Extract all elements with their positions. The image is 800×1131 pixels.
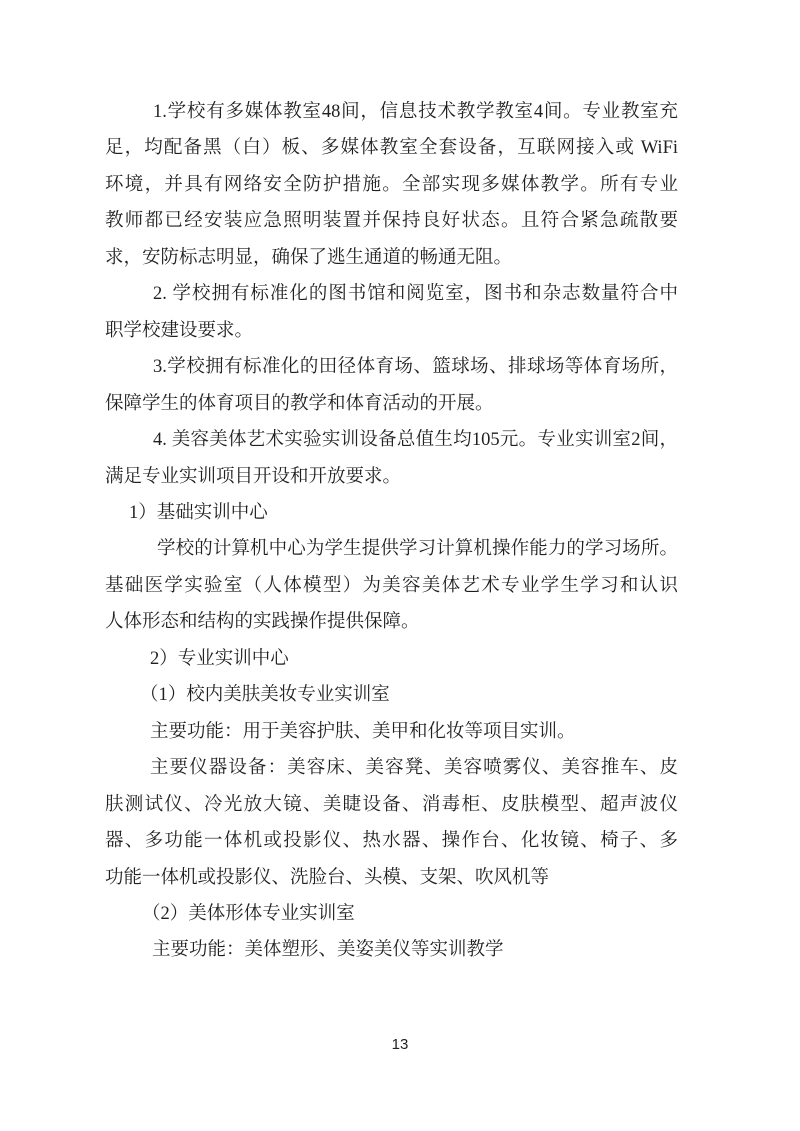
text-line: 满足专业实训项目开设和开放要求。 (105, 466, 402, 487)
paragraph-sub-heading-skincare-makeup-room (105, 677, 678, 713)
paragraph-numbered-item-2 (105, 276, 678, 349)
text-line: 2. 学校拥有标准化的图书馆和阅览室，图书和杂志数量符合中 (153, 284, 678, 305)
text-line: 环境，并具有网络安全防护措施。全部实现多媒体教学。所有专业 (105, 174, 678, 195)
text-line: （1）校内美肤美妆专业实训室 (140, 685, 390, 706)
page-number: 13 (391, 1036, 409, 1053)
paragraph-sub-heading-professional-training-center (105, 641, 678, 677)
paragraph-body-basic-training-center (105, 531, 678, 640)
text-line: 学校的计算机中心为学生提供学习计算机操作能力的学习场所。 (157, 539, 678, 560)
paragraph-numbered-item-3 (105, 349, 678, 422)
paragraph-numbered-item-4 (105, 422, 678, 495)
text-line: 4. 美容美体艺术实验实训设备总值生均105元。专业实训室2间， (153, 430, 678, 451)
text-line: 足，均配备黑（白）板、多媒体教室全套设备，互联网接入或 WiFi (105, 138, 678, 159)
paragraph-body-main-equipment (105, 750, 678, 896)
text-line: 教师都已经安装应急照明装置并保持良好状态。且符合紧急疏散要 (105, 211, 678, 232)
paragraph-numbered-item-1 (105, 94, 678, 276)
text-line: （2）美体形体专业实训室 (142, 903, 355, 924)
paragraph-sub-heading-body-shaping-room (105, 896, 678, 932)
text-line: 主要仪器设备：美容床、美容凳、美容喷雾仪、美容推车、皮 (150, 758, 678, 779)
document-body (105, 94, 678, 969)
text-line: 肤测试仪、冷光放大镜、美睫设备、消毒柜、皮肤模型、超声波仪 (105, 794, 678, 815)
text-line: 求，安防标志明显，确保了逃生通道的畅通无阻。 (105, 247, 513, 268)
page-footer (0, 1036, 800, 1054)
text-line: 3.学校拥有标准化的田径体育场、篮球场、排球场等体育场所， (153, 357, 678, 378)
text-line: 1.学校有多媒体教室48间，信息技术教学教室4间。专业教室充 (153, 102, 678, 122)
text-line: 主要功能：美体塑形、美姿美仪等实训教学 (152, 940, 504, 961)
text-line: 2）专业实训中心 (150, 648, 289, 669)
paragraph-sub-heading-basic-training-center (105, 495, 678, 531)
text-line: 基础医学实验室（人体模型）为美容美体艺术专业学生学习和认识 (105, 575, 678, 596)
paragraph-body-main-function-2 (105, 932, 678, 968)
text-line: 1）基础实训中心 (129, 502, 268, 523)
text-line: 保障学生的体育项目的教学和体育活动的开展。 (105, 393, 494, 414)
paragraph-body-main-function-1 (105, 714, 678, 750)
text-line: 器、多功能一体机或投影仪、热水器、操作台、化妆镜、椅子、多 (105, 831, 678, 852)
text-line: 主要功能：用于美容护肤、美甲和化妆等项目实训。 (150, 721, 576, 742)
text-line: 人体形态和结构的实践操作提供保障。 (105, 612, 420, 633)
text-line: 功能一体机或投影仪、洗脸台、头模、支架、吹风机等 (105, 867, 550, 888)
text-line: 职学校建设要求。 (105, 320, 254, 341)
